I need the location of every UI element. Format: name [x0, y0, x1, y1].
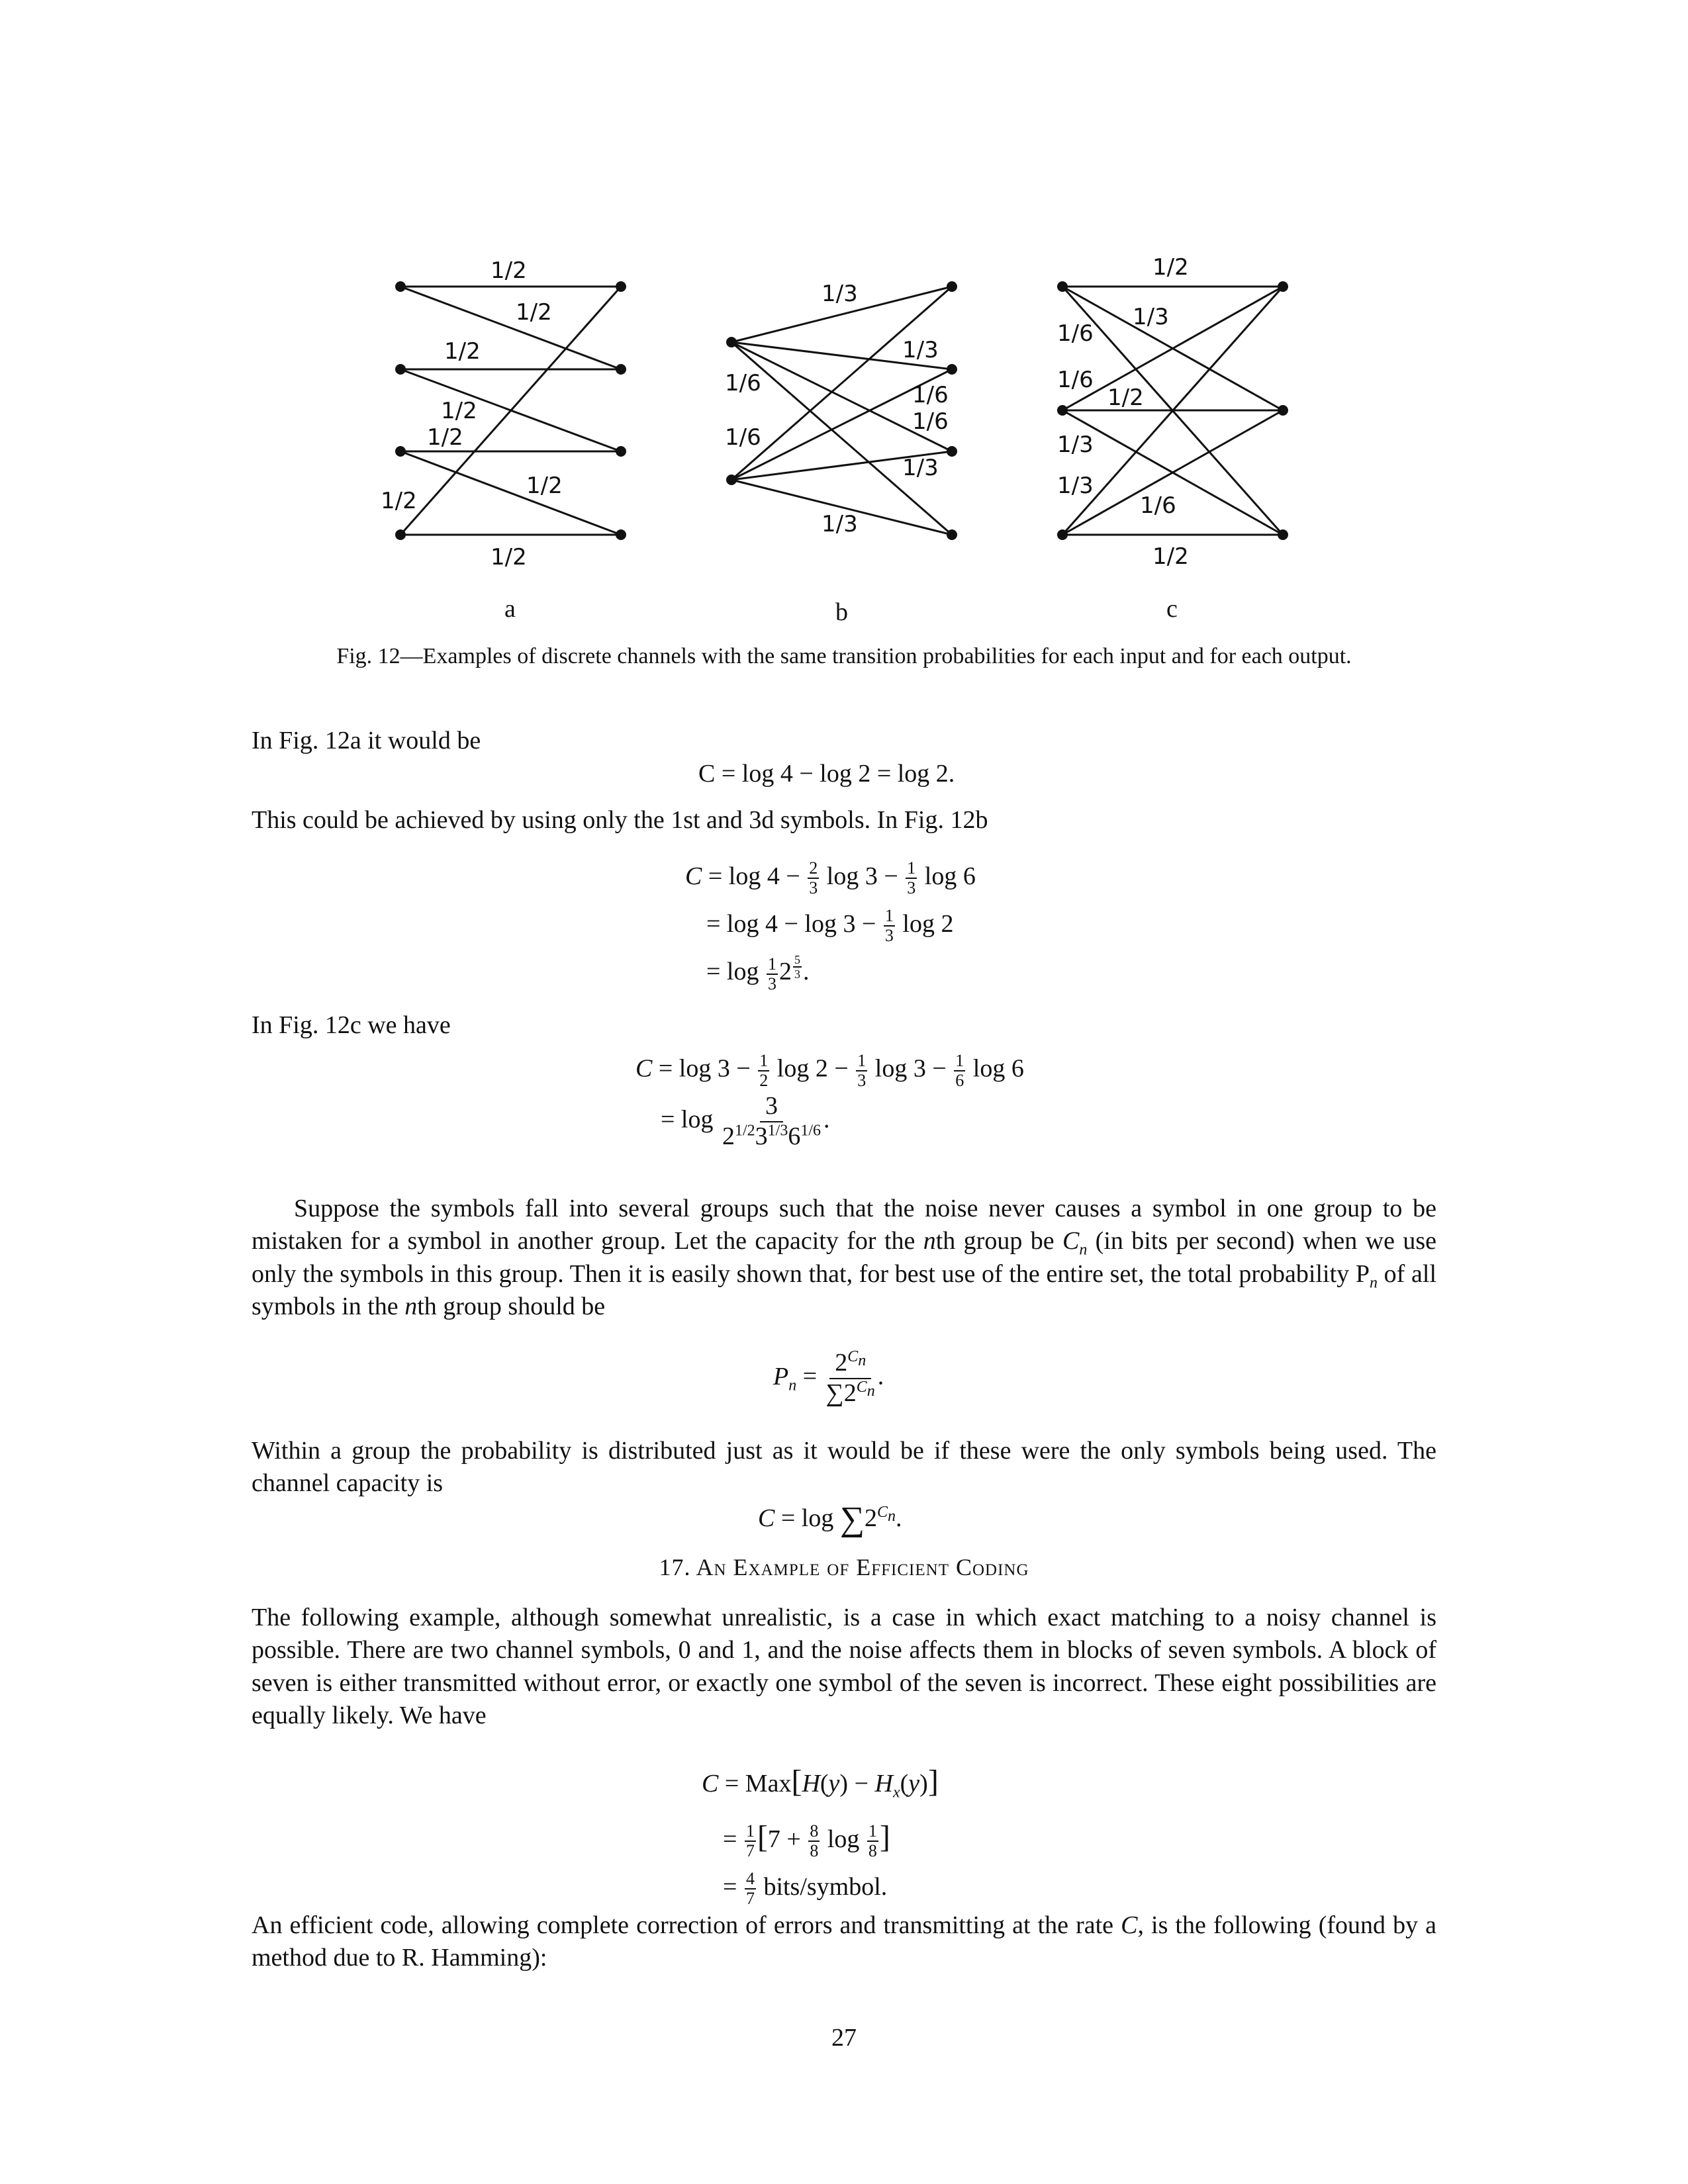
edge-label: 1/2: [1152, 254, 1189, 281]
edge-label: 1/3: [821, 281, 858, 307]
unit-text: bits/symbol.: [763, 1873, 888, 1901]
edge-label: 1/6: [1057, 367, 1094, 393]
edge-label: 1/3: [1133, 304, 1169, 330]
equation-line: = log $\frac{3}{2^{1/2}3^{1/3}6^{1/6}}$ .: [661, 1092, 830, 1150]
paragraph-fig12c: In Fig. 12c we have: [252, 1011, 451, 1039]
edge-label: 1/6: [1057, 320, 1094, 347]
edge-label: 1/6: [725, 370, 761, 396]
edge-label: 1/2: [491, 544, 527, 570]
panel-a-edges: [400, 287, 621, 535]
edge-label: 1/3: [821, 511, 858, 537]
edge-label: 1/2: [444, 338, 481, 365]
edge-label: 1/6: [912, 408, 949, 435]
edge-label: 1/6: [725, 424, 761, 451]
text-run: th group should be: [417, 1293, 606, 1321]
section-heading: 17. An Example of Efficient Coding: [659, 1554, 1029, 1580]
edge-label: 1/2: [1152, 543, 1189, 570]
equation-line: = $\frac{1}{7}$ [7 + $\frac{8}{8}$ log $\frac{1}{8}$ ]: [723, 1819, 890, 1861]
edge-label: 1/2: [1107, 385, 1144, 411]
equation-line: C = log 3 − $\frac{1}{2}$ log 2 − $\frac{1}{3}$ log 3 − $\frac{1}{6}$ log 6: [635, 1051, 1024, 1090]
edge-label: 1/2: [491, 257, 527, 284]
edge-label: 1/3: [902, 455, 939, 481]
edge-label: 1/2: [381, 488, 417, 514]
edge-label: 1/2: [427, 424, 463, 451]
text-run: nth group be $C_n$: [923, 1227, 1088, 1259]
equation-text: C = log 4 − log 2 = log 2.: [698, 760, 955, 788]
text-run: of all symbols in the: [252, 1259, 1436, 1321]
paragraph-example: The following example, although somewhat unrealistic, is a case in which exact matching to a noisy channel is possible. There are two channel symbols, 0 and 1, and the noise affects them in blocks of seven symbols. A block of seven is either transmitted without error, or exactly one symbol of the seven is incorrect. These eight possibilities are equally likely. We have: [252, 1604, 1436, 1730]
equation-block-max: [702, 1754, 939, 1909]
figure-12-diagram: [0, 0, 1688, 635]
equation-line: = $\frac{4}{7}$ bits/symbol.: [723, 1869, 888, 1909]
panel-label-a: a: [504, 595, 516, 623]
edge-label: 1/2: [526, 473, 563, 499]
equation-pn: $P_n$ = $\frac{2^{C_n}}{\sum 2^{C_n}}$ .: [773, 1348, 884, 1407]
equation-line: $C = Max[H(y) - H_x(y)]$: [702, 1764, 939, 1801]
edge-label: 1/3: [902, 337, 939, 363]
equation-block-fig12b: [685, 852, 976, 996]
paragraph-fig12b: This could be achieved by using only the 1st and 3d symbols. In Fig. 12b: [252, 806, 988, 834]
text-run: (in bits per second) when we use only the symbols in this group. Then it is easily shown that, for best use of the entire set, the total probability P: [252, 1227, 1436, 1288]
text-run: Suppose the symbols fall into several groups such that the noise never causes a symbol in one group to be mistaken for a symbol in another group. Let the capacity for the: [252, 1195, 1436, 1255]
panel-label-b: b: [835, 598, 848, 626]
edge-label: 1/2: [516, 299, 552, 326]
text-run: , is the following (found by a method due to R. Hamming):: [252, 1911, 1436, 1972]
page-number: 27: [831, 2024, 857, 2052]
text-run: An efficient code, allowing complete correction of errors and transmitting at the rate: [252, 1911, 1121, 1939]
equation-line: C = log 4 − $\frac{2}{3}$ log 3 − $\frac{1}{3}$ log 6: [685, 858, 976, 898]
edge-label: 1/3: [1057, 432, 1094, 458]
equation-capacity: $C = \log \sum 2^{C_n}$.: [758, 1500, 902, 1538]
panel-label-c: c: [1166, 595, 1178, 623]
paragraph-fig12a: In Fig. 12a it would be: [252, 727, 481, 754]
edge-label: 1/6: [912, 382, 949, 408]
paragraph-groups: Suppose the symbols fall into several groups such that the noise never causes a symbol in one group to be mistaken for a symbol in another group. Let the capacity for the nth group be $C_n$ (in bits per second) when we use only the symbols in this group. Then it is easily shown that, for best use of the entire set, the total probability $P_n$ of all symbols in the nth group should be: [252, 1195, 1436, 1321]
edge-label: 1/2: [441, 398, 477, 424]
equation-block-fig12c: [635, 1052, 1024, 1150]
equation-fig12a: [698, 758, 955, 790]
equation-line: = log $\frac{1}{3}$ 2 $^{\frac{5}{3}}$ .: [706, 953, 810, 993]
equation-line: = log 4 − log 3 − $\frac{1}{3}$ log 2: [706, 906, 954, 946]
paragraph-efficient-code: An efficient code, allowing complete correction of errors and transmitting at the rate C, is the following (found by a method due to R. Hamming):: [252, 1911, 1436, 1972]
paragraph-within-group: Within a group the probability is distributed just as it would be if these were the only symbols being used. The channel capacity is: [252, 1437, 1436, 1498]
edge-label: 1/3: [1057, 473, 1094, 499]
edge-label: 1/6: [1140, 492, 1176, 519]
figure-caption: Fig. 12—Examples of discrete channels with the same transition probabilities for each input and for each output.: [336, 644, 1352, 668]
